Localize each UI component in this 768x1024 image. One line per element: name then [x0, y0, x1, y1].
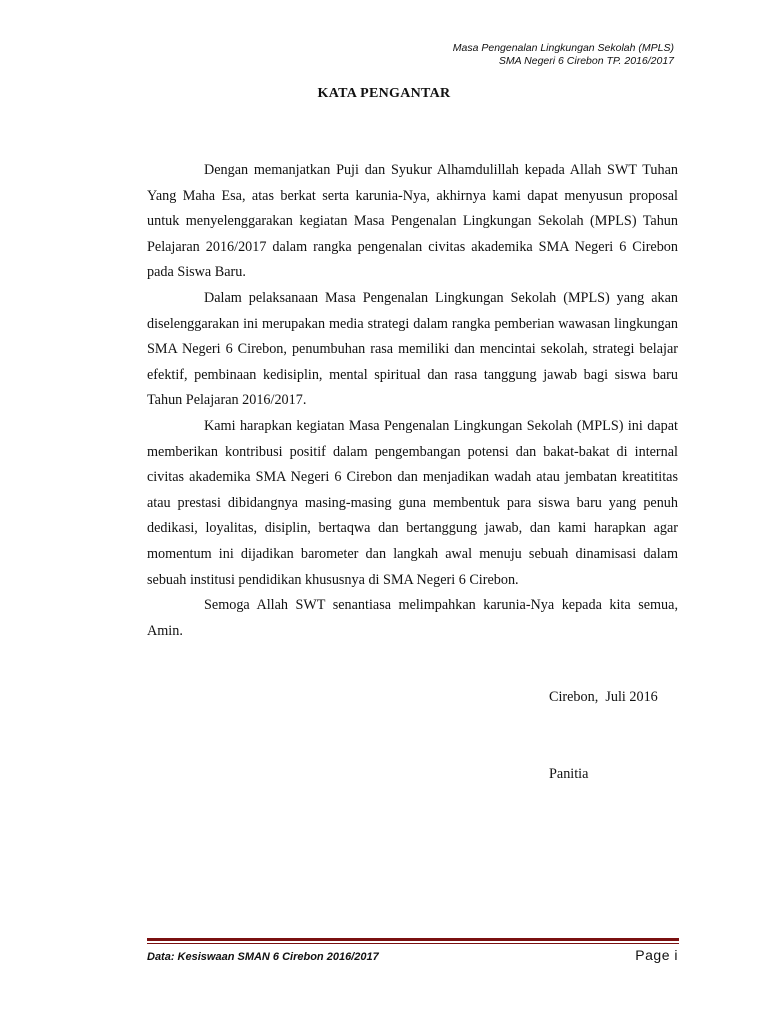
- footer-rule-thick: [147, 938, 679, 941]
- running-header: [453, 42, 674, 68]
- paragraph-4: Semoga Allah SWT senantiasa melimpahkan karunia-Nya kepada kita semua, Amin.: [147, 597, 678, 639]
- paragraph-2: Dalam pelaksanaan Masa Pengenalan Lingkungan Sekolah (MPLS) yang akan diselenggarakan ini merupakan media strategi dalam rangka pemberian wawasan lingkungan SMA Negeri 6 Cirebon, penumbuhan rasa memiliki dan mencintai sekolah, strategi belajar efektif, pembinaan kedisiplin, mental spiritual dan rasa tanggung jawab bagi siswa baru Tahun Pelajaran 2016/2017.: [147, 289, 678, 409]
- signature-name: Panitia: [549, 766, 589, 782]
- paragraph-1: Dengan memanjatkan Puji dan Syukur Alhamdulillah kepada Allah SWT Tuhan Yang Maha Esa, atas berkat serta karunia-Nya, akhirnya kami dapat menyusun proposal untuk menyelenggarakan kegiatan Masa Pengenalan Lingkungan Sekolah (MPLS) Tahun Pelajaran 2016/2017 dalam rangka pengenalan civitas akademika SMA Negeri 6 Cirebon pada Siswa Baru.: [147, 162, 678, 281]
- page-title: KATA PENGANTAR: [317, 86, 451, 101]
- footer-rule-thin: [147, 943, 679, 944]
- page-number: Page i: [635, 947, 678, 963]
- header-line-1: Masa Pengenalan Lingkungan Sekolah (MPLS): [452, 42, 674, 54]
- header-line-2: SMA Negeri 6 Cirebon TP. 2016/2017: [498, 55, 674, 67]
- body-text: [147, 158, 678, 644]
- paragraph-3: Kami harapkan kegiatan Masa Pengenalan Lingkungan Sekolah (MPLS) ini dapat memberikan kontribusi positif dalam pengembangan potensi dan bakat-bakat di internal civitas akademika SMA Negeri 6 Cirebon dan menjadikan wadah atau jembatan kreatititas atau prestasi dibidangnya masing-masing guna membentuk para siswa baru yang penuh dedikasi, loyalitas, disiplin, bertaqwa dan bertanggung jawab, dan kami harapkan agar momentum ini dijadikan barometer dan langkah awal menuju sebuah dinamisasi dalam sebuah institusi pendidikan khususnya di SMA Negeri 6 Cirebon.: [147, 417, 678, 588]
- footer-source: Data: Kesiswaan SMAN 6 Cirebon 2016/2017: [147, 951, 379, 963]
- signature-place-date: Cirebon, Juli 2016: [549, 689, 658, 705]
